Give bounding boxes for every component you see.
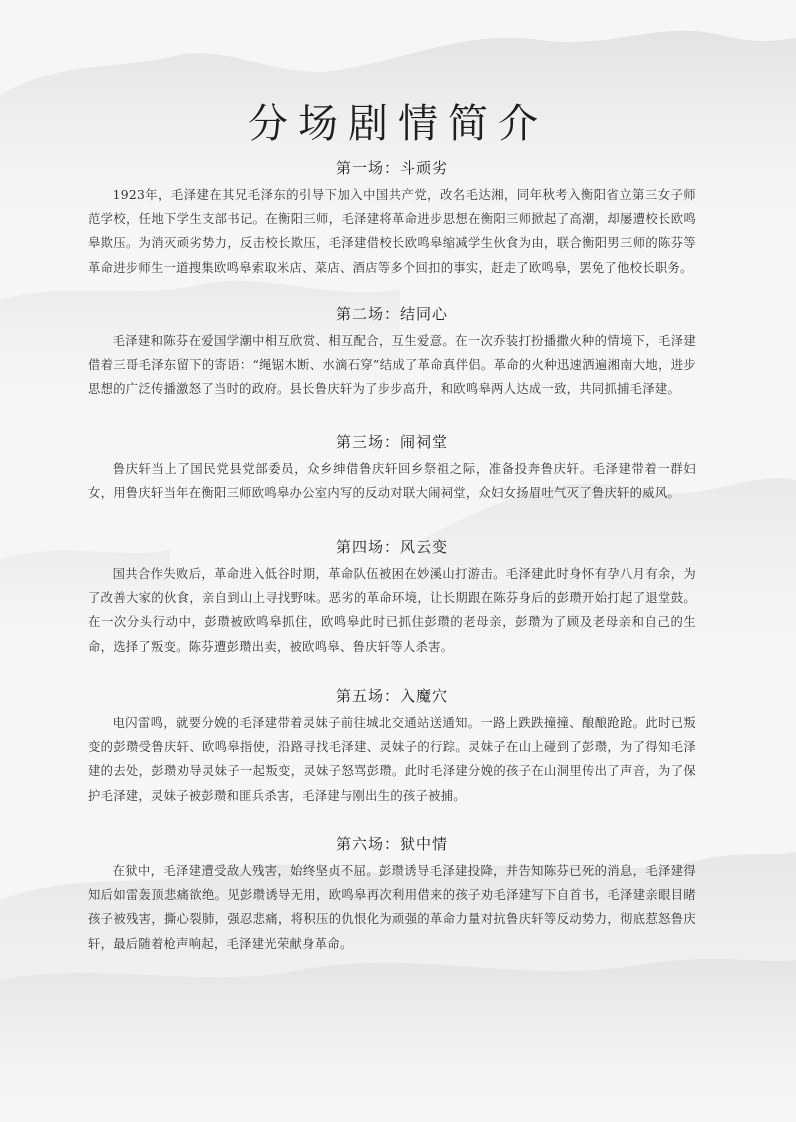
- scene-text: 在狱中，毛泽建遭受敌人残害，始终坚贞不屈。彭瓒诱导毛泽建投降，并告知陈芬已死的消息，毛泽建得知后如雷轰顶悲痛欲绝。见彭瓒诱导无用，欧鸣皋再次利用借来的孩子劝毛泽建写下自首书，毛泽建亲眼目睹孩子被残害，撕心裂肺，强忍悲痛，将积压的仇恨化为顽强的革命力量对抗鲁庆轩等反动势力，彻底惹怒鲁庆轩，最后随着枪声响起，毛泽建光荣献身革命。: [88, 864, 696, 951]
- scene-heading: 第五场：入魔穴: [335, 687, 448, 705]
- scene-text: 国共合作失败后，革命进入低谷时期，革命队伍被困在妙溪山打游击。毛泽建此时身怀有孕八月有余，为了改善大家的伙食，亲自到山上寻找野味。恶劣的革命环境，让长期跟在陈芬身后的彭瓒开始打起了退堂鼓。在一次分头行动中，彭瓒被欧鸣皋抓住，欧鸣皋此时已抓住彭瓒的老母亲，彭瓒为了顾及老母亲和自己的生命，选择了叛变。陈芬遭彭瓒出卖，被欧鸣皋、鲁庆轩等人杀害。: [88, 567, 696, 654]
- scene-5: [88, 685, 696, 808]
- scene-heading: 第四场：风云变: [335, 538, 448, 556]
- scene-heading: 第六场：狱中情: [335, 835, 448, 853]
- scene-heading: 第二场：结同心: [335, 305, 448, 323]
- scene-text: 1923年，毛泽建在其兄毛泽东的引导下加入中国共产党，改名毛达湘，同年秋考入衡阳省立第三女子师范学校，任地下学生支部书记。在衡阳三师，毛泽建将革命进步思想在衡阳三师掀起了高潮，却屡遭校长欧鸣皋欺压。为消灭顽劣势力，反击校长欺压，毛泽建借校长欧鸣皋缩减学生伙食为由，联合衡阳男三师的陈芬等革命进步师生一道搜集欧鸣皋索取米店、菜店、酒店等多个回扣的事实，赶走了欧鸣皋，罢免了他校长职务。: [88, 188, 696, 275]
- scene-1: [88, 157, 696, 280]
- scene-2: [88, 303, 696, 402]
- page-title: 分场剧情简介: [248, 101, 548, 147]
- scene-heading: 第三场：闹祠堂: [335, 433, 448, 451]
- scene-text: 电闪雷鸣，就要分娩的毛泽建带着灵妹子前往城北交通站送通知。一路上跌跌撞撞、酿酿跄跄。此时已叛变的彭瓒受鲁庆轩、欧鸣皋指使，沿路寻找毛泽建、灵妹子的行踪。灵妹子在山上碰到了彭瓒，为了得知毛泽建的去处，彭瓒劝导灵妹子一起叛变，灵妹子怒骂彭瓒。此时毛泽建分娩的孩子在山洞里传出了声音，为了保护毛泽建，灵妹子被彭瓒和匪兵杀害，毛泽建与刚出生的孩子被捕。: [88, 716, 696, 803]
- scene-4: [88, 536, 696, 659]
- scene-6: [88, 833, 696, 956]
- scene-text: 鲁庆轩当上了国民党县党部委员，众乡绅借鲁庆轩回乡祭祖之际，准备投奔鲁庆轩。毛泽建带着一群妇女，用鲁庆轩当年在衡阳三师欧鸣皋办公室内写的反动对联大闹祠堂，众妇女扬眉吐气灭了鲁庆轩的威风。: [88, 462, 696, 501]
- scene-text: 毛泽建和陈芬在爱国学潮中相互欣赏、相互配合，互生爱意。在一次乔装打扮播撒火种的情境下，毛泽建借着三哥毛泽东留下的寄语：“绳锯木断、水滴石穿”结成了革命真伴侣。革命的火种迅速洒遍湘南大地，进步思想的广泛传播激怒了当时的政府。县长鲁庆轩为了步步高升，和欧鸣皋两人达成一致，共同抓捕毛泽建。: [88, 334, 696, 397]
- scene-3: [88, 431, 696, 505]
- scene-heading: 第一场：斗顽劣: [335, 159, 448, 177]
